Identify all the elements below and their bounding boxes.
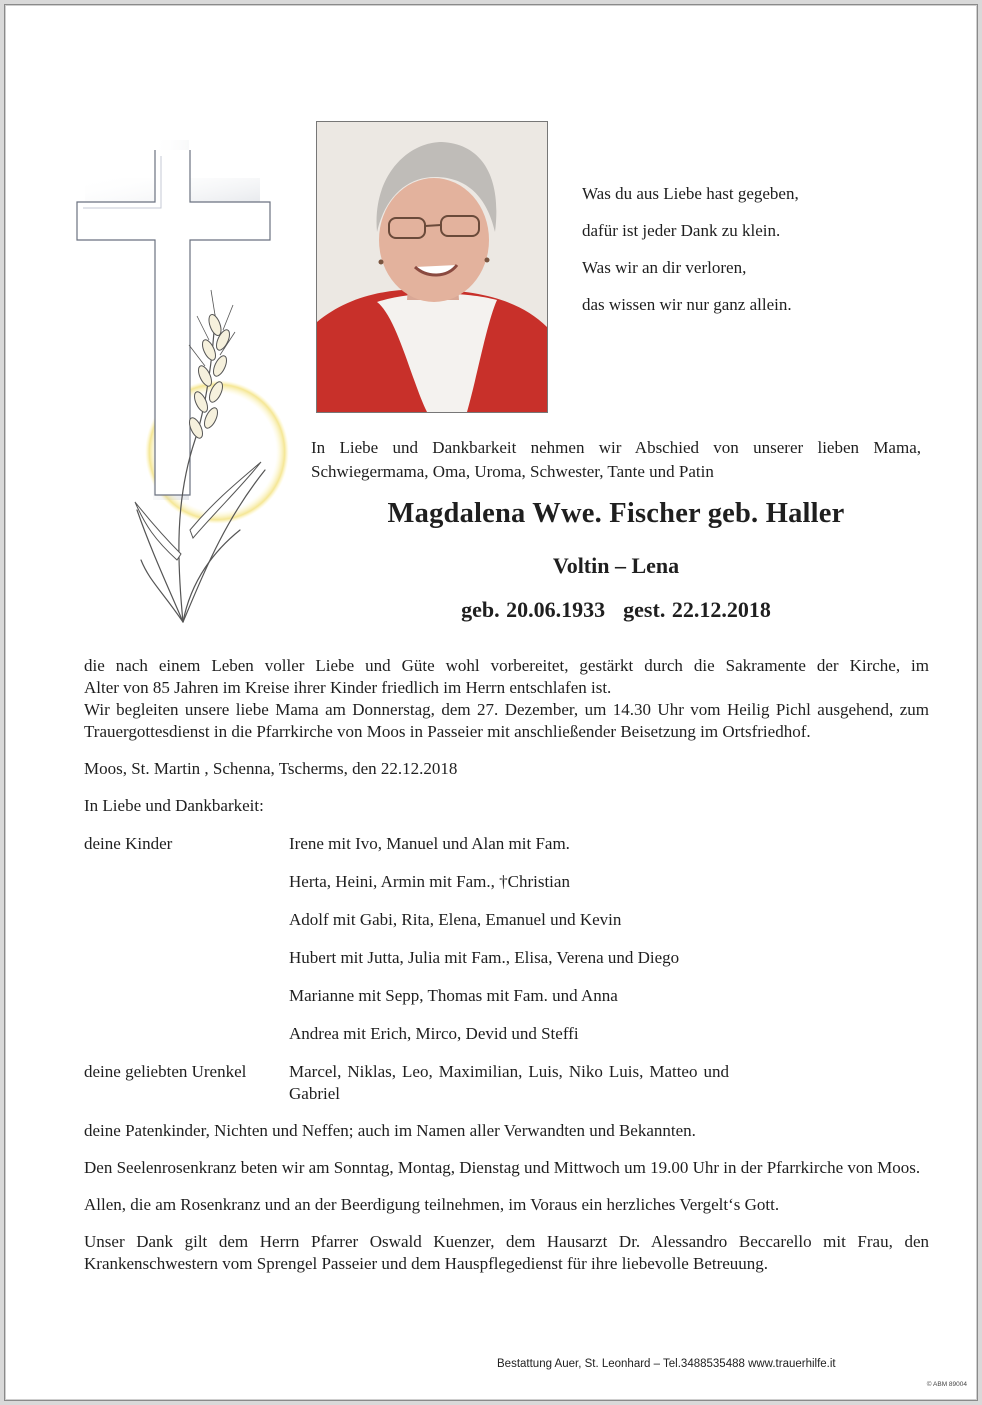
place-date: Moos, St. Martin , Schenna, Tscherms, den 22.12.2018 [84, 759, 458, 778]
rosary-paragraph: Den Seelenrosenkranz beten wir am Sonntag, Montag, Dienstag und Mittwoch um 19.00 Uhr in der Pfarrkirche von Moos. [84, 1158, 921, 1177]
family-label [84, 909, 289, 931]
family-row [84, 909, 929, 931]
family-label [84, 871, 289, 893]
family-row [84, 1023, 929, 1045]
poem-line: Was wir an dir verloren, [582, 258, 747, 277]
family-list [84, 833, 929, 1105]
portrait-image [317, 122, 547, 412]
poem-line: dafür ist jeder Dank zu klein. [582, 221, 781, 240]
cross-wheat-illustration [65, 140, 305, 630]
family-row [84, 871, 929, 893]
family-names: Marcel, Niklas, Leo, Maximilian, Luis, Niko Luis, Matteo und Gabriel [289, 1062, 729, 1103]
family-names: Marianne mit Sepp, Thomas mit Fam. und Anna [289, 986, 618, 1005]
family-label [84, 947, 289, 969]
family-label [84, 985, 289, 1007]
family-names: Hubert mit Jutta, Julia mit Fam., Elisa, Verena und Diego [289, 948, 680, 967]
poem [582, 175, 799, 323]
thanks-specific: Unser Dank gilt dem Herrn Pfarrer Oswald Kuenzer, dem Hausarzt Dr. Alessandro Beccarello mit Frau, den Krankenschwestern vom Sprengel Passeier und dem Hauspflegedienst für ihre liebevolle Betreuung. [84, 1232, 929, 1273]
deceased-name: Magdalena Wwe. Fischer geb. Haller [387, 498, 845, 529]
godchildren-line: deine Patenkinder, Nichten und Neffen; auch im Namen aller Verwandten und Bekannten. [84, 1121, 696, 1140]
intro-text: In Liebe und Dankbarkeit nehmen wir Abschied von unserer lieben Mama, Schwiegermama, Oma, Uroma, Schwester, Tante und Patin [311, 438, 921, 481]
family-row [84, 985, 929, 1007]
family-row [84, 833, 929, 855]
nickname: Voltin – Lena [552, 553, 680, 578]
family-row [84, 947, 929, 969]
family-label: deine geliebten Urenkel [84, 1062, 247, 1081]
family-row [84, 1061, 929, 1105]
gratitude-heading: In Liebe und Dankbarkeit: [84, 796, 264, 815]
poem-line: das wissen wir nur ganz allein. [582, 295, 792, 314]
family-names: Irene mit Ivo, Manuel und Alan mit Fam. [289, 834, 570, 853]
obituary-sheet [4, 4, 978, 1401]
thanks-all: Allen, die am Rosenkranz und an der Beerdigung teilnehmen, im Voraus ein herzliches Vergelt‘s Gott. [84, 1195, 780, 1214]
birth-date: geb. 20.06.1933 [461, 597, 606, 622]
funeral-home-footer: Bestattung Auer, St. Leonhard – Tel.3488535488 www.trauerhilfe.it [497, 1358, 836, 1370]
death-date: gest. 22.12.2018 [623, 597, 771, 622]
family-names: Andrea mit Erich, Mirco, Devid und Steffi [289, 1024, 579, 1043]
imprint: © ABM 89004 [926, 1381, 967, 1388]
family-label [84, 1023, 289, 1045]
family-label: deine Kinder [84, 834, 173, 853]
poem-line: Was du aus Liebe hast gegeben, [582, 184, 799, 203]
family-names: Herta, Heini, Armin mit Fam., †Christian [289, 872, 570, 891]
life-dates [311, 597, 921, 623]
family-names: Adolf mit Gabi, Rita, Elena, Emanuel und Kevin [289, 910, 622, 929]
paragraph-line: die nach einem Leben voller Liebe und Güte wohl vorbereitet, gestärkt durch die Sakramente der Kirche, im [84, 656, 929, 675]
obituary-body [84, 655, 929, 1275]
paragraph-line: Alter von 85 Jahren im Kreise ihrer Kinder friedlich im Herrn entschlafen ist. [84, 678, 612, 697]
portrait-photo [316, 121, 548, 413]
funeral-paragraph: Wir begleiten unsere liebe Mama am Donnerstag, dem 27. Dezember, um 14.30 Uhr vom Heilig Pichl ausgehend, zum Trauergottesdienst in die Pfarrkirche von Moos in Passeier mit anschließender Beisetzung im Ortsfriedhof. [84, 700, 929, 741]
